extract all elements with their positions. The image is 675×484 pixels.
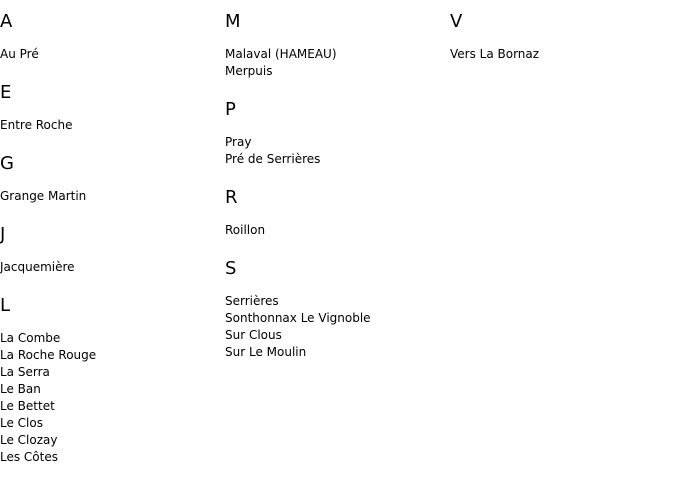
place-link[interactable]: Le Clozay [0, 433, 58, 447]
list-item [225, 344, 445, 361]
letter-heading: P [225, 99, 236, 120]
list-item [0, 188, 220, 205]
list-item [450, 46, 670, 63]
place-link[interactable]: La Combe [0, 331, 61, 345]
place-link[interactable]: Le Clos [0, 416, 43, 430]
place-link[interactable]: Grange Martin [0, 189, 87, 203]
place-link[interactable]: Au Pré [0, 47, 39, 61]
place-link[interactable]: Vers La Bornaz [450, 47, 540, 61]
letter-heading: R [225, 187, 238, 208]
place-link[interactable]: Le Bettet [0, 399, 55, 413]
letter-group [225, 12, 445, 80]
letter-heading: J [0, 224, 6, 245]
letter-group [0, 225, 220, 276]
list-item [0, 364, 220, 381]
list-item [0, 432, 220, 449]
place-link[interactable]: Merpuis [225, 64, 273, 78]
list-item [225, 134, 445, 151]
list-item [0, 381, 220, 398]
place-link[interactable]: Serrières [225, 294, 279, 308]
list-item [0, 398, 220, 415]
letter-heading: S [225, 258, 237, 279]
letter-group [0, 154, 220, 205]
place-list [225, 222, 445, 239]
place-link[interactable]: Sonthonnax Le Vignoble [225, 311, 371, 325]
letter-group [450, 12, 670, 63]
list-item [0, 259, 220, 276]
list-item [225, 63, 445, 80]
place-link[interactable]: Pray [225, 135, 252, 149]
letter-heading: M [225, 11, 241, 32]
list-item [0, 449, 220, 466]
letter-group [225, 100, 445, 168]
list-item [0, 330, 220, 347]
place-link[interactable]: Entre Roche [0, 118, 73, 132]
place-link[interactable]: Sur Clous [225, 328, 282, 342]
index-column [0, 0, 220, 466]
list-item [0, 415, 220, 432]
letter-heading: G [0, 153, 14, 174]
list-item [225, 151, 445, 168]
list-item [0, 117, 220, 134]
place-link[interactable]: Sur Le Moulin [225, 345, 307, 359]
place-link[interactable]: Jacquemière [0, 260, 75, 274]
place-list [0, 117, 220, 134]
place-link[interactable]: Les Côtes [0, 450, 58, 464]
place-link[interactable]: La Roche Rouge [0, 348, 97, 362]
index-column [450, 0, 670, 63]
place-link[interactable]: Roillon [225, 223, 266, 237]
letter-heading: V [450, 11, 463, 32]
letter-heading: A [0, 11, 13, 32]
letter-group [0, 296, 220, 466]
place-list [0, 330, 220, 466]
letter-heading: L [0, 295, 11, 316]
place-list [0, 259, 220, 276]
place-list [0, 188, 220, 205]
place-link[interactable]: Le Ban [0, 382, 41, 396]
list-item [0, 46, 220, 63]
place-list [225, 46, 445, 80]
place-link[interactable]: Malaval (HAMEAU) [225, 47, 337, 61]
list-item [225, 293, 445, 310]
list-item [225, 310, 445, 327]
list-item [0, 347, 220, 364]
place-link[interactable]: La Serra [0, 365, 50, 379]
place-list [450, 46, 670, 63]
index-column [225, 0, 445, 361]
letter-group [0, 12, 220, 63]
letter-group [225, 259, 445, 361]
list-item [225, 46, 445, 63]
list-item [225, 327, 445, 344]
place-link[interactable]: Pré de Serrières [225, 152, 321, 166]
place-list [0, 46, 220, 63]
letter-group [0, 83, 220, 134]
list-item [225, 222, 445, 239]
letter-heading: E [0, 82, 12, 103]
place-list [225, 134, 445, 168]
place-list [225, 293, 445, 361]
letter-group [225, 188, 445, 239]
